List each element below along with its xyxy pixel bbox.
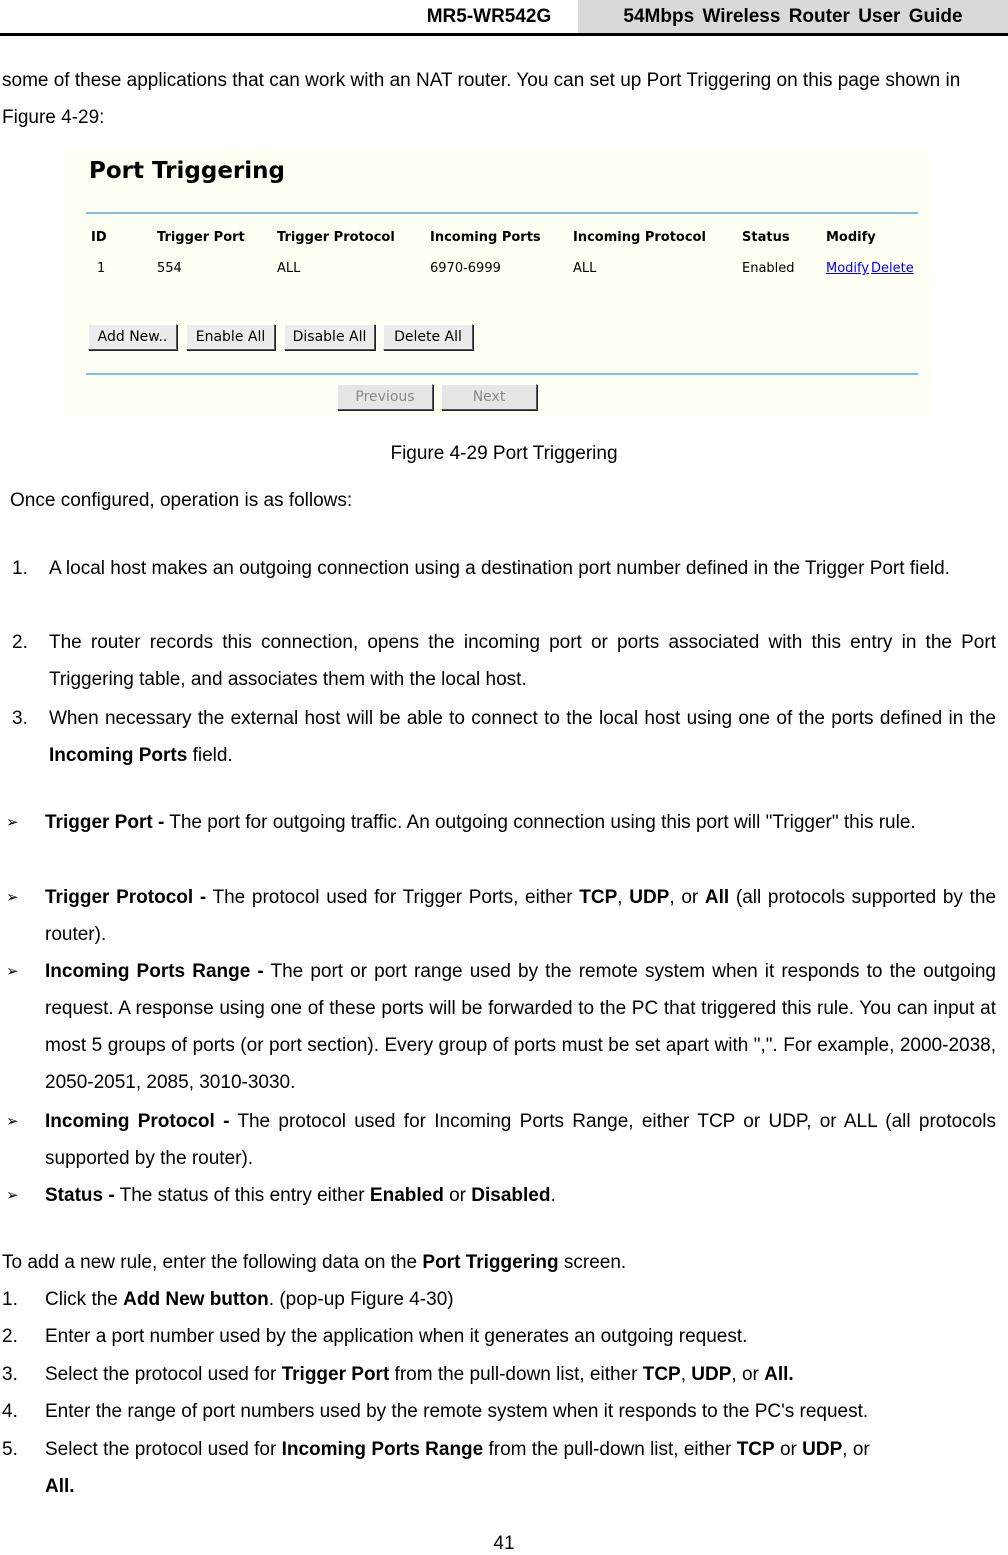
next-button[interactable]: Next [441, 384, 537, 410]
row-id: 1 [97, 261, 106, 276]
step-text: The router records this connection, opens the incoming port or ports associated with this entry in the Port Triggering table, and associates them with the local host. [49, 632, 996, 690]
operation-intro: Once configured, operation is as follows: [10, 490, 353, 511]
add-step: 2. Enter a port number used by the application when it generates an outgoing request. [2, 1326, 748, 1347]
col-id-header: ID [91, 230, 107, 245]
header-model: MR5-WR542G [400, 0, 578, 33]
step-number: 2. [12, 632, 28, 653]
header-title: 54Mbps Wireless Router User Guide [578, 0, 1008, 33]
bullet-arrow-icon: ➢ [6, 813, 19, 831]
col-status-header: Status [742, 230, 790, 245]
add-new-button[interactable]: Add New.. [88, 324, 177, 350]
add-step: 3. Select the protocol used for Trigger Port from the pull-down list, either TCP, UDP, or All. [2, 1364, 794, 1385]
disable-all-button[interactable]: Disable All [284, 324, 375, 350]
bullet-arrow-icon: ➢ [6, 888, 19, 906]
page-number: 41 [493, 1533, 515, 1554]
figure-title: Port Triggering [89, 158, 285, 184]
step-number: 3. [12, 708, 28, 729]
modify-link[interactable]: Modify [826, 261, 870, 276]
figure-divider-top [86, 212, 918, 214]
page-header [0, 0, 1008, 36]
col-trigger-port-header: Trigger Port [157, 230, 245, 245]
add-step: 1. Click the Add New button. (pop-up Figure 4-30) [2, 1289, 454, 1310]
row-incoming-protocol: ALL [573, 261, 597, 276]
col-incoming-ports-header: Incoming Ports [430, 230, 541, 245]
col-trigger-protocol-header: Trigger Protocol [277, 230, 395, 245]
row-trigger-port: 554 [157, 261, 182, 276]
header-rule [0, 33, 1008, 36]
enable-all-button[interactable]: Enable All [186, 324, 275, 350]
add-step: 4. Enter the range of port numbers used by the remote system when it responds to the PC's request. [2, 1401, 869, 1422]
intro-paragraph: some of these applications that can work with an NAT router. You can set up Port Triggering on this page shown in Figure 4-29: [2, 70, 961, 128]
delete-all-button[interactable]: Delete All [383, 324, 473, 350]
bullet-arrow-icon: ➢ [6, 1186, 19, 1204]
figure-caption: Figure 4-29 Port Triggering [390, 443, 618, 464]
delete-link[interactable]: Delete [871, 261, 914, 276]
port-triggering-figure [64, 150, 930, 416]
add-rule-intro: To add a new rule, enter the following data on the Port Triggering screen. [2, 1252, 627, 1273]
bullet-arrow-icon: ➢ [6, 962, 19, 980]
bullet-arrow-icon: ➢ [6, 1112, 19, 1130]
row-incoming-ports: 6970-6999 [430, 261, 501, 276]
step-number: 1. [12, 558, 28, 579]
col-modify-header: Modify [826, 230, 876, 245]
col-incoming-protocol-header: Incoming Protocol [573, 230, 706, 245]
add-step: 5. Select the protocol used for Incoming Ports Range from the pull-down list, either TCP or UDP, or All. [2, 1439, 870, 1497]
row-status: Enabled [742, 261, 795, 276]
row-trigger-protocol: ALL [277, 261, 301, 276]
previous-button[interactable]: Previous [337, 384, 433, 410]
step-text: A local host makes an outgoing connection using a destination port number defined in the Trigger Port field. [49, 558, 950, 579]
step-text: When necessary the external host will be able to connect to the local host using one of the ports defined in the Incoming Ports field. [49, 708, 996, 766]
figure-divider-bottom [86, 373, 918, 375]
